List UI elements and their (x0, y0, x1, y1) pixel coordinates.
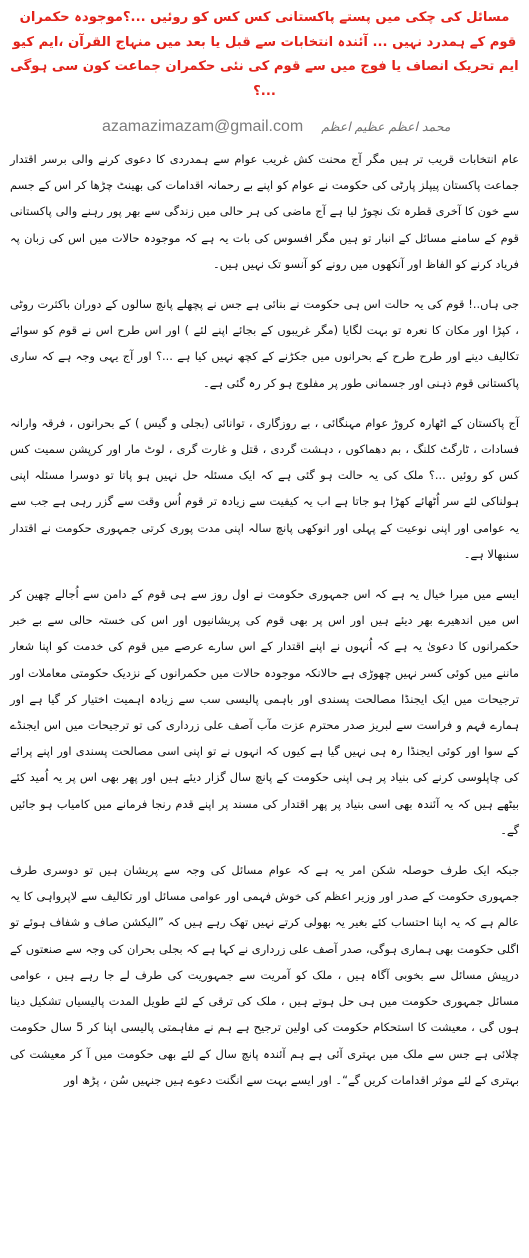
author-email[interactable]: azamazimazam@gmail.com (102, 118, 304, 135)
paragraph-2: جی ہاں..! قوم کی یہ حالت اس ہی حکومت نے بنائی ہے جس نے پچھلے پانچ سالوں کے دوران باکثرت روٹی ، کپڑا اور مکان کا نعرہ تو بہت لگایا (مگر غریبوں کے بجائے اپنے لئے ) اور اس طرح اس نے قوم کو سوائے تکالیف دینے اور طرح طرح کے بحرانوں میں جکڑنے کے کچھ نہیں کیا ہے ...؟ اور آج یہی وجہ ہے کہ ساری پاکستانی قوم ذہنی اور جسمانی طور پر مفلوج ہو کر رہ گئی ہے۔ (10, 297, 519, 390)
article-headline: مسائل کی چکی میں پستے پاکستانی کس کس کو روئیں ...؟موجودہ حکمران قوم کے ہمدرد نہیں ... آئندہ انتخابات سے قبل یا بعد میں منہاج القرآن ،ایم کیو ایم تحریک انصاف یا فوج میں سے قوم کی نئی حکمران جماعت کون سی ہوگی ...؟ (10, 10, 519, 99)
article-body (10, 146, 519, 1093)
byline (102, 118, 519, 138)
paragraph-3: آج پاکستان کے اٹھارہ کروڑ عوام مہنگائی ، بے روزگاری ، توانائی (بجلی و گیس ) کے بحرانوں ، فرقہ وارانہ فسادات ، ٹارگٹ کلنگ ، بم دھماکوں ، دہشت گردی ، قتل و غارت گری ، لوٹ مار اور کرپشن سمیت کس کس کو روئیں ...؟ ملک کی یہ حالت ہو گئی ہے کہ ایک مسئلہ حل نہیں ہو پاتا تو دوسرا مسئلہ اپنی ہولناکی لئے سر اُٹھائے کھڑا ہو جاتا ہے اب یہ کیفیت سے زیادہ تر قوم اُس وقت سے گزر رہی ہے جب سے یہ عوامی اور اپنی نوعیت کے پہلی اور انوکھی پانچ سالہ اپنی مدت پوری کرتی جمہوری حکومت نے اقتدار سنبھالا ہے۔ (10, 415, 519, 561)
paragraph-5: جبکہ ایک طرف حوصلہ شکن امر یہ ہے کہ عوام مسائل کی وجہ سے پریشان ہیں تو دوسری طرف جمہوری حکومت کے صدر اور وزیر اعظم کی خوش فہمی اور عوامی مسائل اور تکالیف سے لاپرواہی کا یہ عالم ہے کہ یہ اپنا احتساب کئے بغیر یہ بھولی کرتے نہیں تھک رہے ہیں کہ ”الیکشن صاف و شفاف ہوئے تو اگلی حکومت بھی ہماری ہوگی، صدر آصف علی زرداری نے کہا ہے کہ بجلی بحران کی وجہ سے صنعتوں کے درپیش مسائل سے بخوبی آگاہ ہیں ، ملک کو آمریت سے جمہوریت کی طرف لے جا رہے ہیں ، عوامی مسائل جمہوری حکومت میں ہی حل ہوتے ہیں ، ملک کی ترقی کے لئے طویل المدت پالیسیاں تشکیل دینا ہوں گی ، معیشت کا استحکام حکومت کی اولین ترجیح ہے ہم نے مفاہمتی پالیسی اپنا کر 5 سال حکومت چلائی ہے جس سے ملک میں بہتری آئی ہے ہم آئندہ پانچ سال کے لئے بھی حکومت میں آ کر معیشت کی بہتری کے لئے موثر اقدامات کریں گے“۔ اور ایسے بہت سے انگنت دعوے ہیں جنہیں سُن ، پڑھ اور (10, 863, 519, 1087)
paragraph-4: ایسے میں میرا خیال یہ ہے کہ اس جمہوری حکومت نے اول روز سے ہی قوم کے دامن سے اُجالے چھین کر اس میں اندھیرے بھر دیئے ہیں اور اس پر بھی قوم کی پریشانیوں اور اس کی خستہ حالی سے بے خبر حکمرانوں کا دعویٰ یہ ہے کہ اُنہوں نے اپنے اقتدار کے اس سارے عرصے میں قوم کی خدمت کو اپنا شعار ماننے میں کوئی کسر نہیں چھوڑی ہے حالانکہ موجودہ حالات میں حکمرانوں کے نزدیک حکومتی معاملات اور ترجیحات میں ایک ایجنڈا مصالحت پسندی اور باہمی پالیسی سب سے زیادہ اہمیت اختیار کر گیا ہے اور ہمارے فہم و فراست سے لبریز صدر محترم عزت مآب آصف علی زرداری کی تو ترجیحات میں اس ایجنڈے کے سوا اور کوئی ایجنڈا رہ ہی نہیں گیا ہے کیوں کہ انہوں نے تو اپنی اسی مصالحت پسندی اور اپنے پرائے کی چاپلوسی کرنے کی بنیاد پر ہی اپنی حکومت کے پانچ سال گزار دیئے ہیں اور پھر بھی اس پر یہ اُمید کئے بیٹھے ہیں کہ یہ آئندہ بھی اسی بنیاد پر پھر اقتدار کی مسند پر اپنے قدم رنجا فرمانے میں کامیاب ہو جائیں گے۔ (10, 587, 519, 837)
paragraph-1: عام انتخابات قریب تر ہیں مگر آج محنت کش غریب عوام سے ہمدردی کا دعوی کرنے والی برسر اقتدار جماعت پاکستان پیپلز پارٹی کی حکومت نے عوام کو اپنے بے رحمانہ اقدامات کی بھینٹ چڑھا کر اس کے جسم سے خون کا آخری قطرہ تک نچوڑ لیا ہے آج ماضی کی ہر حالی میں زندگی سے بھر پور رہنے والی پاکستانی قوم کے سامنے مسائل کے انبار تو ہیں مگر افسوس کی بات یہ ہے کہ موجودہ حالات میں اس کی زبان پہ فریاد کرنے کو الفاظ اور آنکھوں میں رونے کو آنسو تک نہیں ہیں۔ (10, 152, 519, 271)
author-name: محمد اعظم عظیم اعظم (321, 119, 451, 134)
